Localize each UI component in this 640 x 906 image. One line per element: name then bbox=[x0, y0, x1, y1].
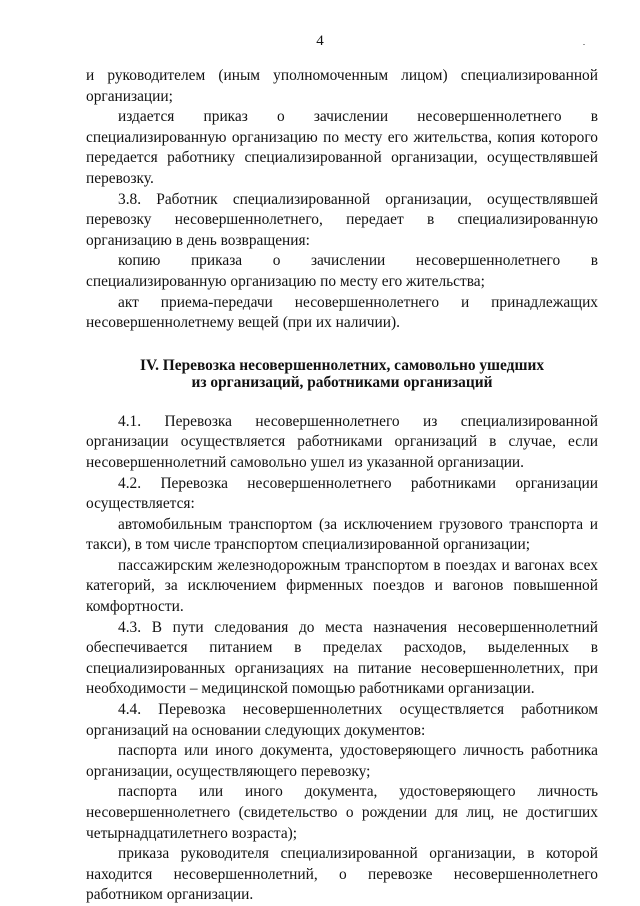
paragraph-4-4: 4.4. Перевозка несовершеннолетних осуществляется работником организаций на основании следующих документов: bbox=[86, 701, 598, 739]
paragraph-road-transport: автомобильным транспортом (за исключением грузового транспорта и такси), в том числе транспортом специализированной организации; bbox=[86, 515, 598, 554]
section-heading-line-2: из организаций, работниками организаций bbox=[191, 373, 493, 391]
paragraph-order-issued: издается приказ о зачислении несовершеннолетнего в специализированную организацию по месту его жительства, копия которого передается работнику специализированной организации, осуществлявшей перевозку. bbox=[86, 108, 598, 187]
paragraph-4-3: 4.3. В пути следования до места назначения несовершеннолетний обеспечивается питанием в пределах расходов, выделенных в специализированных организациях на питание несовершеннолетних, при необходимости – медицинской помощью работниками организации. bbox=[86, 618, 598, 698]
page-number: 4 bbox=[316, 33, 324, 49]
section-heading bbox=[86, 357, 598, 391]
paragraph-minor-passport: паспорта или иного документа, удостоверяющего личность несовершеннолетнего (свидетельство о рождении для лиц, не достигших четырнадцатилетнего возраста); bbox=[86, 783, 598, 842]
paragraph-transfer-act: акт приема-передачи несовершеннолетнего и принадлежащих несовершеннолетнему вещей (при их наличии). bbox=[86, 293, 598, 332]
document-body bbox=[86, 66, 598, 906]
paragraph-3-8: 3.8. Работник специализированной организации, осуществлявшей перевозку несовершеннолетнего, передает в специализированную организацию в день возвращения: bbox=[86, 190, 598, 249]
paragraph-rail-transport: пассажирским железнодорожным транспортом в поездах и вагонах всех категорий, за исключением фирменных поездов и вагонов повышенной комфортности. bbox=[86, 556, 598, 616]
section-heading-line-1: IV. Перевозка несовершеннолетних, самовольно ушедших bbox=[139, 356, 545, 374]
paragraph-4-2: 4.2. Перевозка несовершеннолетнего работниками организации осуществляется: bbox=[86, 474, 598, 513]
paragraph-4-1: 4.1. Перевозка несовершеннолетнего из специализированной организации осуществляется работниками организаций в случае, если несовершеннолетний самовольно ушел из указанной организации. bbox=[86, 412, 598, 471]
paragraph-continuation: и руководителем (иным уполномоченным лицом) специализированной организации; bbox=[86, 67, 598, 105]
scan-speck bbox=[583, 44, 585, 45]
paragraph-employee-passport: паспорта или иного документа, удостоверяющего личность работника организации, осуществляющего перевозку; bbox=[86, 742, 598, 780]
paragraph-order-copy: копию приказа о зачислении несовершеннолетнего в специализированную организацию по месту его жительства; bbox=[86, 252, 598, 290]
paragraph-director-order: приказа руководителя специализированной организации, в которой находится несовершеннолетний, о перевозке несовершеннолетнего работником организации. bbox=[86, 845, 598, 904]
